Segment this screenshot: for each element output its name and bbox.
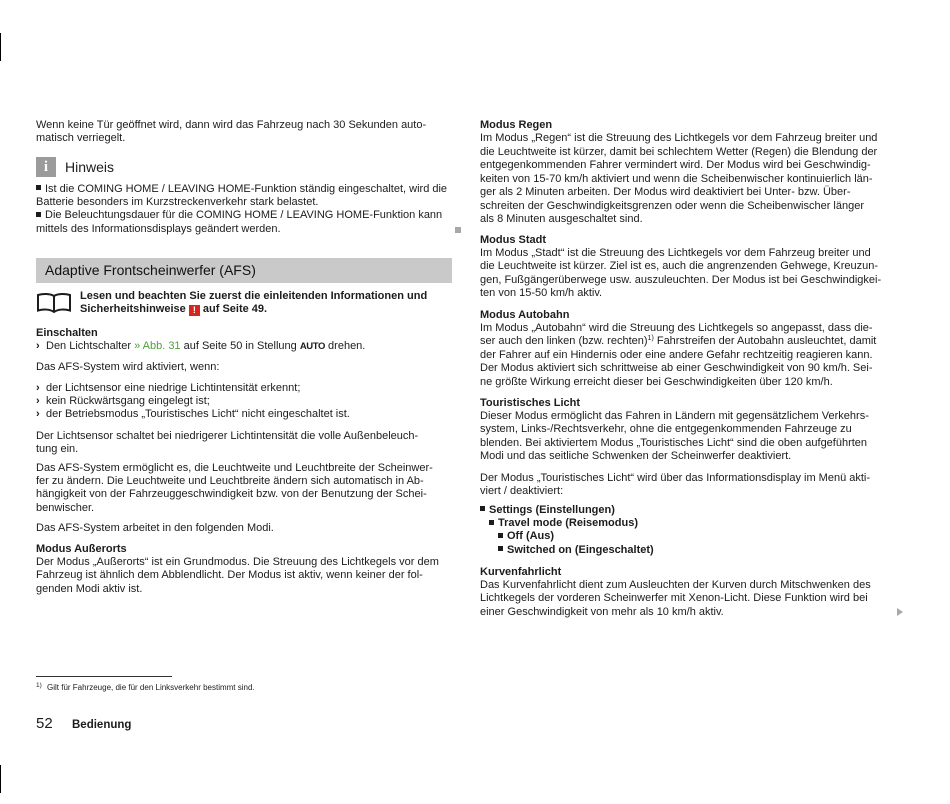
text-line: Im Modus „Regen“ ist die Streuung des Lichtkegels vor dem Fahrzeug breiter und xyxy=(480,132,878,145)
safety-notice xyxy=(80,290,427,317)
text-line: ten von 15-50 km/h aktiv. xyxy=(480,287,603,300)
text-line: hängigkeit von der Fahrzeuggeschwindigkeit bzw. von der Benutzung der Schei- xyxy=(36,488,427,501)
text-line: Das AFS-System arbeitet in den folgenden Modi. xyxy=(36,521,274,534)
warning-icon xyxy=(189,305,200,316)
text-line: fer zu ändern. Die Leuchtweite und Leuchtbreite ändern sich automatisch in Ab- xyxy=(36,474,424,487)
menu-label: Travel mode (Reisemodus) xyxy=(498,516,638,529)
switch-position-symbol: AUTO xyxy=(299,340,325,352)
list-text: der Lichtsensor eine niedrige Lichtintensität erkennt; xyxy=(46,381,301,394)
text-line: blenden. Bei aktiviertem Modus „Touristisches Licht“ sind die oben aufgeführten xyxy=(480,436,868,449)
bullet xyxy=(480,506,485,511)
step-marker: › xyxy=(36,339,40,352)
footnote-marker: 1) xyxy=(36,682,42,689)
subheading: Modus Außerorts xyxy=(36,542,127,555)
text-line: als 8 Minuten ausgeschaltet sind. xyxy=(480,213,643,226)
list-item xyxy=(36,408,452,421)
text-line: Modi und das seitliche Schwenken der Scheinwerfer deaktiviert. xyxy=(480,450,792,463)
step-text: drehen. xyxy=(328,339,366,352)
notice-text: auf Seite 49. xyxy=(202,302,268,315)
menu-path-item xyxy=(480,530,896,543)
text-line: Der Modus „Außerorts“ ist ein Grundmodus. Die Streuung des Lichtkegels vor dem xyxy=(36,555,439,568)
text-segment: ser auch den linken (bzw. rechten) xyxy=(480,335,648,348)
afs-description-paragraph xyxy=(36,462,452,516)
text-line: genden Modi aktiv ist. xyxy=(36,582,143,595)
continued-arrow-icon xyxy=(897,608,903,616)
text-line: Dieser Modus ermöglicht das Fahren in Ländern mit gegensätzlichem Verkehrs- xyxy=(480,409,869,422)
step-marker: › xyxy=(36,381,40,394)
notice-text: Sicherheitshinweise xyxy=(80,302,186,315)
list-item xyxy=(36,382,452,395)
text-line xyxy=(480,335,896,348)
bullet xyxy=(498,546,503,551)
subheading: Einschalten xyxy=(36,326,98,339)
text-line: Im Modus „Autobahn“ wird die Streuung des Lichtkegels so angepasst, dass die- xyxy=(480,321,873,334)
text-line: Das AFS-System ermöglicht es, die Leuchtweite und Leuchtbreite der Scheinwer- xyxy=(36,461,433,474)
intro-paragraph xyxy=(36,119,452,146)
subheading: Modus Stadt xyxy=(480,233,546,246)
list-text: kein Rückwärtsgang eingelegt ist; xyxy=(46,394,210,407)
cornering-light xyxy=(480,566,896,620)
text-line: Fahrzeug ist ähnlich dem Abblendlicht. Der Modus ist aktiv, wenn keiner der fol- xyxy=(36,569,423,582)
list-item xyxy=(36,209,452,222)
subheading: Modus Autobahn xyxy=(480,308,570,321)
bullet xyxy=(498,533,503,538)
text-line: system, Links-/Rechtsverkehr, ohne die entgegenkommenden Fahrzeuge zu xyxy=(480,423,852,436)
text-line: keiten von 15-70 km/h aktiviert und wenn die Scheibenwischer kontinuierlich län- xyxy=(480,172,873,185)
bullet xyxy=(36,212,41,217)
menu-path-item xyxy=(480,504,896,517)
menu-path-item xyxy=(480,517,896,530)
crop-mark-top xyxy=(0,33,1,61)
text-line: Die Beleuchtungsdauer für die COMING HOME / LEAVING HOME-Funktion kann xyxy=(45,209,443,222)
text-line: gen, Fußgängerüberwege usw. auszuleuchten. Der Modus ist bei Geschwindigkei- xyxy=(480,273,882,286)
text-line: viert / deaktiviert: xyxy=(480,484,564,497)
text-line: ger als 2 Minuten arbeiten. Der Modus wird deaktiviert bei Unter- bzw. Über- xyxy=(480,186,851,199)
list-item xyxy=(36,395,452,408)
text-line: Lesen und beachten Sie zuerst die einleitenden Informationen und xyxy=(80,289,428,302)
text-line: Lichtkegels der vorderen Scheinwerfer mit Xenon-Licht. Diese Funktion wird bei xyxy=(480,592,868,605)
text-line: Wenn keine Tür geöffnet wird, dann wird das Fahrzeug nach 30 Sekunden auto- xyxy=(36,119,427,131)
menu-label: Off (Aus) xyxy=(507,530,555,543)
footnote xyxy=(36,683,255,694)
info-icon xyxy=(36,157,56,177)
info-icon-glyph: i xyxy=(43,159,49,175)
text-line: schreiten der Geschwindigkeitsgrenzen oder wenn die Scheibenwischer länger xyxy=(480,199,864,212)
figure-link[interactable]: » Abb. 31 xyxy=(134,339,181,352)
crop-mark-bottom xyxy=(0,765,1,793)
footnote-text: Gilt für Fahrzeuge, die für den Linksverkehr bestimmt sind. xyxy=(47,683,255,692)
page-number: 52 xyxy=(36,715,53,732)
text-line: Der Modus aktiviert sich schrittweise ab einer Geschwindigkeit von 90 km/h. Sei- xyxy=(480,362,873,375)
menu-path-list xyxy=(480,504,896,558)
step-marker: › xyxy=(36,394,40,407)
mode-tourist xyxy=(480,397,896,464)
text-line: benwischer. xyxy=(36,501,95,514)
step-marker: › xyxy=(36,408,40,421)
mode-motorway xyxy=(480,309,896,390)
list-text: der Betriebsmodus „Touristisches Licht“ nicht eingeschaltet ist. xyxy=(46,408,350,421)
text-line: Batterie besonders im Kurzstreckenverkehr stark belastet. xyxy=(36,195,319,208)
mode-outside-town xyxy=(36,543,452,597)
note-title: Hinweis xyxy=(65,159,115,175)
subheading: Touristisches Licht xyxy=(480,396,581,409)
footnote-reference: 1) xyxy=(647,335,654,343)
text-line: tung ein. xyxy=(36,442,79,455)
menu-path-item xyxy=(480,544,896,557)
text-line: Der Modus „Touristisches Licht“ wird über das Informationsdisplay im Menü akti- xyxy=(480,471,871,484)
text-line: entgegenkommenden Fahrer vermindert wird. Der Modus wird bei Geschwindig- xyxy=(480,159,871,172)
section-heading xyxy=(36,258,452,283)
list-item xyxy=(36,183,452,196)
text-line: Das Kurvenfahrlicht dient zum Ausleuchten der Kurven durch Mitschwenken des xyxy=(480,578,871,591)
bullet xyxy=(489,520,494,525)
footnote-divider xyxy=(36,676,172,677)
step-text: auf Seite 50 in Stellung xyxy=(183,339,297,352)
chapter-name: Bedienung xyxy=(72,719,132,731)
text-line: Das AFS-System wird aktiviert, wenn: xyxy=(36,360,220,373)
text-segment: Fahrstreifen der Autobahn ausleuchtet, damit xyxy=(656,335,877,348)
text-line: einer Geschwindigkeit von mehr als 10 km/h aktiv. xyxy=(480,605,724,618)
subheading: Modus Regen xyxy=(480,119,553,131)
text-line: mittels des Informationsdisplays geändert werden. xyxy=(36,222,281,235)
switch-on-section xyxy=(36,327,452,354)
menu-label: Settings (Einstellungen) xyxy=(489,503,615,516)
text-line: ne größte Wirkung erreicht dieser bei Geschwindigkeiten über 120 km/h. xyxy=(480,375,833,388)
section-end-marker xyxy=(455,227,461,233)
section-title: Adaptive Frontscheinwerfer (AFS) xyxy=(45,262,256,278)
text-line: Ist die COMING HOME / LEAVING HOME-Funktion ständig eingeschaltet, wird die xyxy=(45,182,448,195)
bullet xyxy=(36,185,41,190)
mode-city xyxy=(480,234,896,301)
text-line: Im Modus „Stadt“ ist die Streuung des Lichtkegels vor dem Fahrzeug breiter und xyxy=(480,246,871,259)
text-line: Der Lichtsensor schaltet bei niedrigerer Lichtintensität die volle Außenbeleuch- xyxy=(36,429,419,442)
activation-intro xyxy=(36,361,452,374)
step-text: Den Lichtschalter xyxy=(46,339,131,352)
text-line: die Leuchtweite ist kürzer, damit bei schlechtem Wetter (Regen) die Blendung der xyxy=(480,145,878,158)
text-line: die Leuchtweite ist kürzer. Ziel ist es, auch die angrenzenden Gehwege, Kreuzun- xyxy=(480,260,879,273)
light-sensor-paragraph xyxy=(36,430,452,457)
text-line xyxy=(80,303,427,316)
mode-rain xyxy=(480,119,896,227)
activation-conditions xyxy=(36,382,452,422)
menu-label: Switched on (Eingeschaltet) xyxy=(507,543,654,556)
step-item xyxy=(36,340,452,353)
note-list xyxy=(36,183,452,237)
subheading: Kurvenfahrlicht xyxy=(480,565,562,578)
modes-intro xyxy=(36,522,452,535)
text-line: der Fahrer auf ein Hindernis oder eine andere Gefahr rechtzeitig reagieren kann. xyxy=(480,348,873,361)
warning-glyph: ! xyxy=(192,304,196,315)
book-icon xyxy=(36,292,72,314)
tourist-menu-intro xyxy=(480,472,896,499)
text-line: matisch verriegelt. xyxy=(36,132,126,145)
